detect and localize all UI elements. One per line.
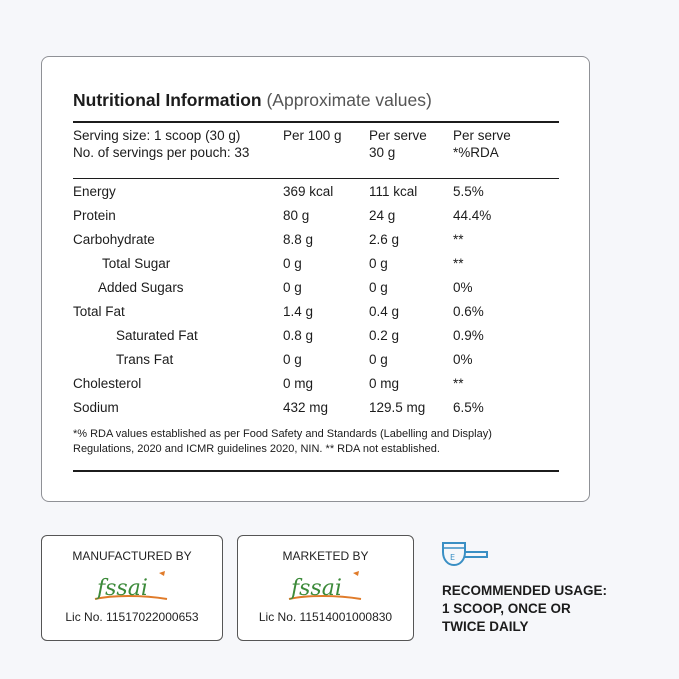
value-perserve: 0.2 g xyxy=(369,328,400,343)
scoop-icon xyxy=(441,540,491,568)
fssai-logo-icon xyxy=(87,568,177,608)
fssai-logo-icon xyxy=(281,568,371,608)
nutrient-name: Cholesterol xyxy=(73,376,142,391)
value-perserve: 129.5 mg xyxy=(369,400,426,415)
fssai-logo-text: fssai xyxy=(290,576,342,601)
table-row xyxy=(42,352,591,374)
nutrient-name: Carbohydrate xyxy=(73,232,155,247)
value-rda: ** xyxy=(453,256,464,271)
table-row xyxy=(42,280,591,302)
value-rda: 0.6% xyxy=(453,304,484,319)
value-perserve: 0 g xyxy=(369,352,388,367)
marketer-caption: MARKETED BY xyxy=(282,549,369,563)
table-row xyxy=(42,184,591,206)
value-per100: 1.4 g xyxy=(283,304,314,319)
table-row xyxy=(42,232,591,254)
rda-line2: *%RDA xyxy=(453,145,499,160)
recommended-usage xyxy=(442,582,607,636)
servings-per-pouch: No. of servings per pouch: 33 xyxy=(73,145,250,160)
footnote-line1: *% RDA values established as per Food Safety and Standards (Labelling and Display) xyxy=(73,428,492,440)
manufacturer-caption: MANUFACTURED BY xyxy=(72,549,192,563)
usage-line1: RECOMMENDED USAGE: xyxy=(442,583,608,598)
value-per100: 80 g xyxy=(283,208,310,223)
value-per100: 432 mg xyxy=(283,400,329,415)
serving-size: Serving size: 1 scoop (30 g) xyxy=(73,128,241,143)
value-perserve: 24 g xyxy=(369,208,396,223)
rda-line1: Per serve xyxy=(453,128,511,143)
nutrient-name: Saturated Fat xyxy=(116,328,198,343)
table-row xyxy=(42,400,591,422)
value-per100: 0 g xyxy=(283,256,302,271)
manufacturer-license: Lic No. 11517022000653 xyxy=(65,610,199,624)
footnote xyxy=(73,427,563,457)
value-per100: 369 kcal xyxy=(283,184,334,199)
marketer-box xyxy=(237,535,414,641)
table-row xyxy=(42,256,591,278)
value-rda: 6.5% xyxy=(453,400,484,415)
footnote-line2: Regulations, 2020 and ICMR guidelines 2020, NIN. ** RDA not established. xyxy=(73,443,440,455)
value-perserve: 0 g xyxy=(369,256,388,271)
value-rda: ** xyxy=(453,376,464,391)
usage-line2: 1 SCOOP, ONCE OR xyxy=(442,601,571,616)
nutrition-panel xyxy=(41,56,590,502)
perserve-line2: 30 g xyxy=(369,145,396,160)
title-text: Nutritional Information xyxy=(73,90,262,110)
fssai-logo-text: fssai xyxy=(97,576,148,601)
bottom-rule xyxy=(73,470,559,472)
nutrient-name: Total Sugar xyxy=(102,256,171,271)
nutrient-name: Protein xyxy=(73,208,116,223)
header-rule xyxy=(73,178,559,179)
value-per100: 0 mg xyxy=(283,376,314,391)
value-per100: 0.8 g xyxy=(283,328,314,343)
value-rda: 44.4% xyxy=(453,208,492,223)
value-rda: ** xyxy=(453,232,464,247)
value-per100: 8.8 g xyxy=(283,232,314,247)
col-header-perserve xyxy=(369,127,427,161)
subtitle-text: (Approximate values) xyxy=(266,90,432,110)
value-per100: 0 g xyxy=(283,352,302,367)
value-perserve: 0 mg xyxy=(369,376,400,391)
value-perserve: 0.4 g xyxy=(369,304,400,319)
usage-line3: TWICE DAILY xyxy=(442,619,529,634)
marketer-license: Lic No. 11514001000830 xyxy=(258,610,393,624)
col-header-rda xyxy=(453,127,511,161)
value-per100: 0 g xyxy=(283,280,302,295)
value-rda: 0% xyxy=(453,280,473,295)
col-header-per100: Per 100 g xyxy=(283,128,342,143)
nutrient-name: Energy xyxy=(73,184,116,199)
svg-text:E: E xyxy=(450,553,456,562)
nutrition-title xyxy=(73,90,432,111)
top-rule xyxy=(73,121,559,123)
nutrient-name: Sodium xyxy=(73,400,119,415)
table-row xyxy=(42,376,591,398)
value-perserve: 111 kcal xyxy=(369,184,418,199)
nutrient-name: Added Sugars xyxy=(98,280,184,295)
value-rda: 0% xyxy=(453,352,473,367)
table-row xyxy=(42,304,591,326)
value-rda: 5.5% xyxy=(453,184,484,199)
value-rda: 0.9% xyxy=(453,328,484,343)
nutrient-name: Trans Fat xyxy=(116,352,174,367)
table-row xyxy=(42,208,591,230)
table-row xyxy=(42,328,591,350)
value-perserve: 0 g xyxy=(369,280,388,295)
value-perserve: 2.6 g xyxy=(369,232,400,247)
serving-info xyxy=(73,127,249,161)
manufacturer-box xyxy=(41,535,223,641)
nutrient-name: Total Fat xyxy=(73,304,125,319)
perserve-line1: Per serve xyxy=(369,128,427,143)
